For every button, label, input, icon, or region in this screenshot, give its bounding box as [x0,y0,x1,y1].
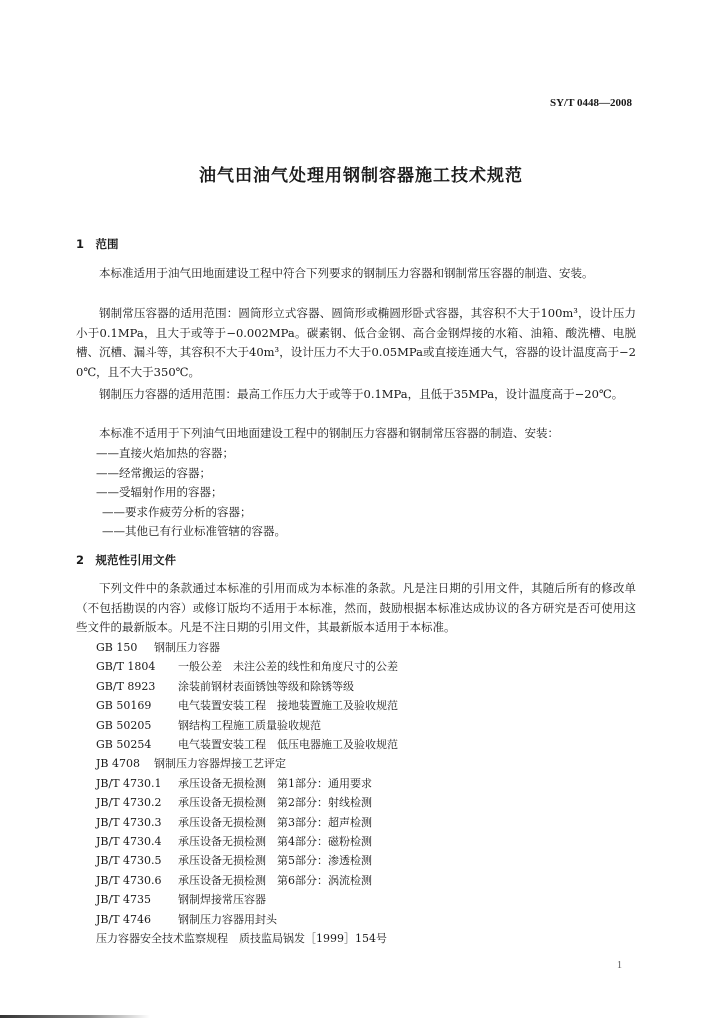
reference-name: 钢制压力容器 [154,641,220,654]
reference-code: JB/T 4730.2 [96,796,162,810]
reference-name: 承压设备无损检测 第5部分：渗透检测 [178,854,372,868]
reference-name: 承压设备无损检测 第6部分：涡流检测 [178,873,372,887]
reference-name: 承压设备无损检测 第2部分：射线检测 [178,796,372,810]
document-title: 油气田油气处理用钢制容器施工技术规范 [199,166,523,186]
reference-name: 承压设备无损检测 第1部分：通用要求 [178,776,372,790]
reference-code: JB/T 4730.3 [96,815,162,829]
reference-name: 一般公差 未注公差的线性和角度尺寸的公差 [178,660,398,674]
standard-code-header: SY/T 0448—2008 [549,97,632,109]
scope-paragraph-1: 本标准适用于油气田地面建设工程中符合下列要求的钢制压力容器和钢制常压容器的制造、安装。 [99,266,594,280]
reference-name: 钢制压力容器焊接工艺评定 [154,757,286,771]
reference-code: GB 50205 [96,718,152,732]
reference-code: JB/T 4730.5 [96,854,162,868]
reference-code: JB/T 4730.1 [96,776,162,790]
reference-code: GB/T 8923 [96,679,156,693]
scope-paragraph-4: 本标准不适用于下列油气田地面建设工程中的钢制压力容器和钢制常压容器的制造、安装： [99,426,559,440]
reference-item [96,890,636,909]
reference-list [96,638,636,949]
scope-paragraph-2: 钢制常压容器的适用范围：圆筒形立式容器、圆筒形或椭圆形卧式容器，其容积不大于100m³，设计压力小于0.1MPa，且大于或等于−0.002MPa。碳素钢、低合金钢、高合金钢焊接的水箱、油箱、酸洗槽、电脱槽、沉槽、漏斗等，其容积不大于40m³，设计压力不大于0.05MPa或直接连通大气，容器的设计温度高于−20℃，且不大于350℃。 [76,306,636,379]
reference-name: 钢制压力容器用封头 [178,912,277,926]
reference-item [96,774,636,793]
reference-item [96,851,636,870]
reference-code: GB 50254 [96,738,152,752]
reference-item [96,716,636,735]
reference-code: JB/T 4730.6 [96,873,162,887]
list-item: ——其他已有行业标准管辖的容器。 [102,524,286,538]
references-intro-paragraph: 下列文件中的条款通过本标准的引用而成为本标准的条款。凡是注日期的引用文件，其随后所有的修改单（不包括勘误的内容）或修订版均不适用于本标准，然而，鼓励根据本标准达成协议的各方研究是否可使用这些文件的最新版本。凡是不注日期的引用文件，其最新版本适用于本标准。 [76,581,636,634]
reference-code: JB/T 4735 [96,893,152,907]
reference-code: JB/T 4730.4 [96,835,162,849]
section-1-heading: 1 范围 [76,237,119,251]
reference-item [96,910,636,929]
reference-name: 电气装置安装工程 低压电器施工及验收规范 [178,738,398,752]
page-number: 1 [617,960,622,971]
reference-item [96,677,636,696]
reference-code: JB 4708 [96,757,140,771]
reference-item [96,871,636,890]
reference-item [96,754,636,773]
reference-item [96,696,636,715]
reference-code: JB/T 4746 [96,912,152,926]
list-item: ——直接火焰加热的容器； [96,446,234,460]
reference-code: GB 50169 [96,699,152,713]
reference-item [96,813,636,832]
reference-name: 承压设备无损检测 第4部分：磁粉检测 [178,835,372,849]
reference-item [96,638,636,657]
list-item: ——经常搬运的容器； [96,465,211,480]
reference-item [96,657,636,676]
reference-name: 承压设备无损检测 第3部分：超声检测 [178,815,372,829]
regulation-item: 压力容器安全技术监察规程 质技监局锅发［1999］154号 [96,932,387,946]
reference-item [96,832,636,851]
reference-code: GB 150 [96,641,138,654]
section-2-heading: 2 规范性引用文件 [76,553,177,567]
scan-edge-mark [0,1015,150,1018]
reference-item [96,793,636,812]
reference-item [96,735,636,754]
reference-name: 钢制焊接常压容器 [178,893,266,907]
list-item: ——受辐射作用的容器； [96,485,223,499]
reference-name: 涂装前钢材表面锈蚀等级和除锈等级 [178,679,354,693]
list-item: ——要求作疲劳分析的容器； [102,504,252,519]
reference-name: 钢结构工程施工质量验收规范 [178,718,321,732]
reference-name: 电气装置安装工程 接地装置施工及验收规范 [178,699,398,713]
scope-paragraph-3: 钢制压力容器的适用范围：最高工作压力大于或等于0.1MPa，且低于35MPa，设计温度高于−20℃。 [99,387,624,401]
reference-code: GB/T 1804 [96,660,156,674]
exclusion-list [96,444,636,542]
